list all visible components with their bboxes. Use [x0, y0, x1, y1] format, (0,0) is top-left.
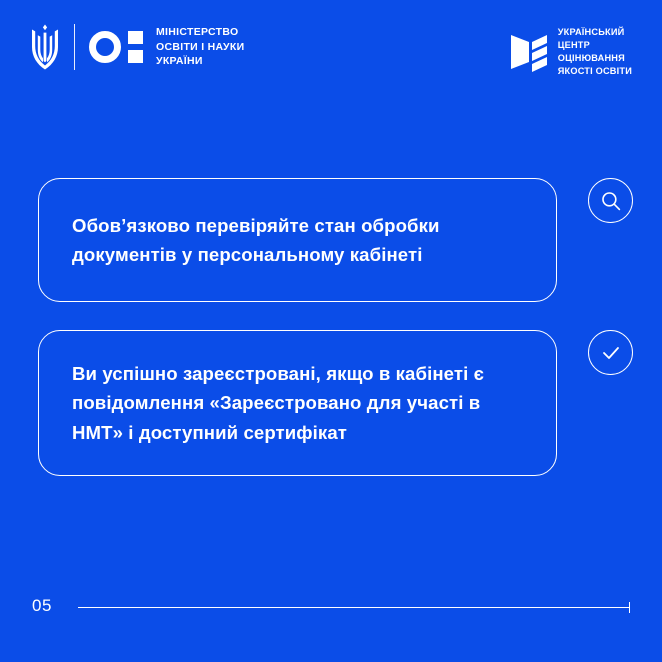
uco-name	[558, 26, 632, 78]
uco-line-2: ЦЕНТР	[557, 40, 590, 51]
footer	[0, 596, 662, 626]
logo-divider	[74, 24, 75, 70]
info-card-1	[38, 178, 557, 302]
ministry-line-3: УКРАЇНИ	[156, 55, 203, 68]
uco-line-1: УКРАЇНСЬКИЙ	[557, 27, 625, 37]
mon-circle-dots-icon	[89, 31, 143, 63]
ministry-line-2: ОСВІТИ І НАУКИ	[156, 40, 245, 53]
info-card-2	[38, 330, 557, 476]
ukraine-trident-icon	[30, 24, 60, 70]
check-circle-icon	[588, 330, 633, 375]
header	[0, 0, 662, 98]
uco-book-icon	[509, 31, 549, 73]
info-card-2-text: Ви успішно зареєстровані, якщо в кабінеті є повідомлення «Зареєстровано для участі в НМТ» і доступний сертифікат	[72, 362, 484, 443]
ministry-line-1: МІНІСТЕРСТВО	[156, 25, 239, 38]
uco-logo	[509, 26, 632, 78]
footer-rule	[78, 607, 630, 608]
search-icon	[588, 178, 633, 223]
uco-line-4: ЯКОСТІ ОСВІТИ	[557, 66, 632, 77]
ministry-name	[156, 25, 244, 70]
page-number: 05	[32, 596, 52, 615]
info-card-1-text: Обов’язково перевіряйте стан обробки документів у персональному кабінеті	[72, 214, 440, 265]
ministry-of-education-logo	[30, 24, 244, 70]
uco-line-3: ОЦІНЮВАННЯ	[557, 53, 625, 64]
